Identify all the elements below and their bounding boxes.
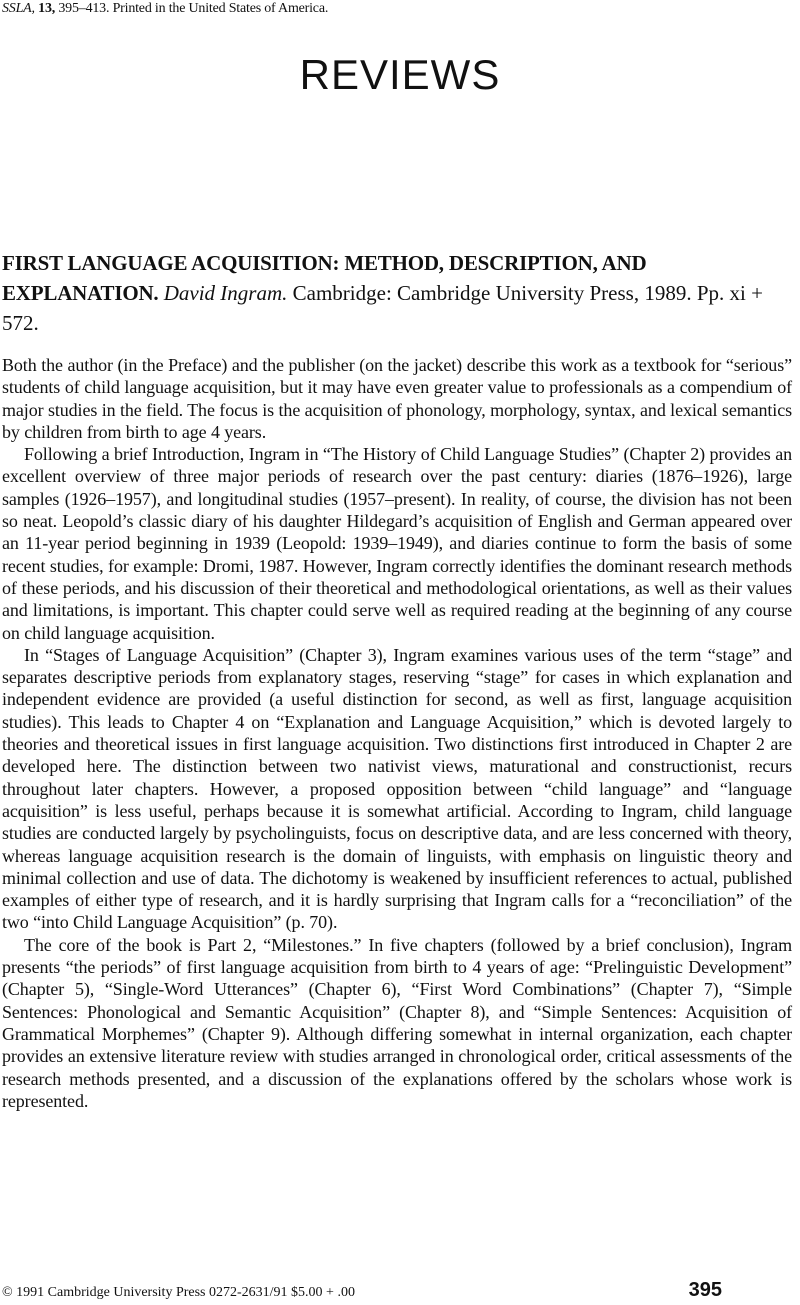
book-author: David Ingram. bbox=[163, 281, 288, 305]
running-head bbox=[2, 0, 328, 18]
book-publication-info: Cambridge: Cambridge University Press, 1989. Pp. xi + 572. bbox=[2, 281, 763, 335]
journal-volume: 13, bbox=[38, 1, 56, 16]
section-heading: REVIEWS bbox=[299, 51, 501, 98]
paragraph-1: Both the author (in the Preface) and the publisher (on the jacket) describe this work as a textbook for “serious” students of child language acquisition, but it may have even greater value to professionals as a compendium of major studies in the field. The focus is the acquisition of phonology, morphology, syntax, and lexical semantics by children from birth to age 4 years. bbox=[2, 355, 792, 442]
journal-pages-printing: 395–413. Printed in the United States of America. bbox=[58, 1, 329, 16]
page-number: 395 bbox=[688, 1279, 722, 1301]
copyright-line: © 1991 Cambridge University Press 0272-2631/91 $5.00 + .00 bbox=[2, 1285, 355, 1300]
book-title: FIRST LANGUAGE ACQUISITION: METHOD, DESCRIPTION, AND EXPLANATION. bbox=[2, 251, 647, 305]
journal-abbreviation: SSLA, bbox=[2, 1, 35, 16]
paragraph-2: Following a brief Introduction, Ingram in “The History of Child Language Studies” (Chapter 2) provides an excellent overview of three major periods of research over the past century: diaries (1876–1926), large samples (1926–1957), and longitudinal studies (1957–present). In reality, of course, the division has not been so neat. Leopold’s classic diary of his daughter Hildegard’s acquisition of English and German appeared over an 11-year period beginning in 1939 (Leopold: 1939–1949), and diaries continue to form the basis of some recent studies, for example: Dromi, 1987. However, Ingram correctly identifies the dominant research methods of these periods, and his discussion of their theoretical and methodological orientations, as well as their values and limitations, is important. This chapter could serve well as required reading at the beginning of any course on child language acquisition. bbox=[2, 444, 792, 643]
review-body bbox=[2, 354, 792, 1112]
paragraph-4: The core of the book is Part 2, “Milestones.” In five chapters (followed by a brief conclusion), Ingram presents “the periods” of first language acquisition from birth to 4 years of age: “Prelinguistic Development” (Chapter 5), “Single-Word Utterances” (Chapter 6), “First Word Combinations” (Chapter 7), “Simple Sentences: Phonological and Semantic Acquisition” (Chapter 8), and “Simple Sentences: Acquisition of Grammatical Morphemes” (Chapter 9). Although differing somewhat in internal organization, each chapter provides an extensive literature review with studies arranged in chronological order, critical assessments of the research methods presented, and a discussion of the explanations offered by the scholars whose work is represented. bbox=[2, 934, 792, 1111]
paragraph-3: In “Stages of Language Acquisition” (Chapter 3), Ingram examines various uses of the term “stage” and separates descriptive periods from explanatory stages, reserving “stage” for cases in which explanation and independent evidence are provided (a useful distinction for second, as well as first, language acquisition studies). This leads to Chapter 4 on “Explanation and Language Acquisition,” which is devoted largely to theories and theoretical issues in first language acquisition. Two distinctions first introduced in Chapter 2 are developed here. The distinction between two nativist views, maturational and constructionist, recurs throughout later chapters. However, a proposed opposition between “child language” and “language acquisition” is less useful, perhaps because it is somewhat artificial. According to Ingram, child language studies are conducted largely by psycholinguists, focus on descriptive data, and are less concerned with theory, whereas language acquisition research is the domain of linguists, with emphasis on linguistic theory and minimal collection and use of data. The dichotomy is weakened by insufficient references to actual, published examples of either type of research, and it is hardly surprising that Ingram calls for a “reconciliation” of the two “into Child Language Acquisition” (p. 70). bbox=[2, 644, 792, 933]
review-citation bbox=[2, 248, 792, 338]
